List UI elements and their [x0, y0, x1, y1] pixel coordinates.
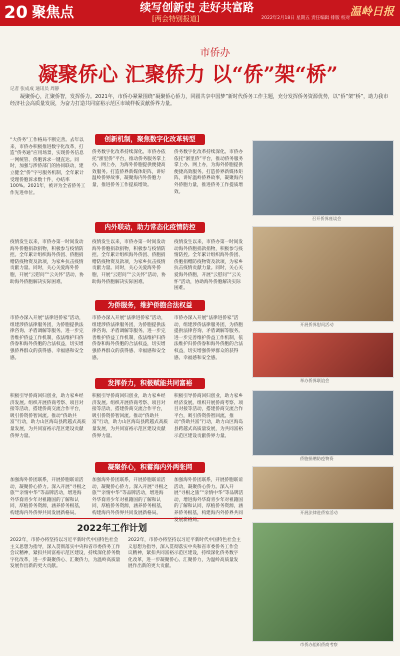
special-report-tag: [两会特别报道]	[152, 15, 200, 23]
column-text-4b: 市侨办深入开展“法律进侨家”活动，组建涉侨法律服务团，为侨胞提供法律咨询、矛盾调解等服务。进一步完善维护侨益工作机制，依法维护归侨侨眷和海外侨胞的合法权益，切实增强侨界群众的获得感、幸福感和安全感。	[92, 316, 166, 361]
page-banner	[0, 0, 400, 26]
column-text-3: 疫情发生以来，市侨办第一时间发动海外侨胞捐款捐物，积极参与疫情防控。全年累计组织海外侨团、侨胞捐赠防疫物资及款项，为家乡抗击疫情贡献力量。同时，关心关爱海外侨胞，开展“云慰问”“云关怀”活动，协助海外侨胞解决实际困难。	[10, 240, 84, 285]
article-byline: 记者 张成成 通讯员 周静	[10, 87, 60, 92]
plan-text-2: 2022年，市侨办将坚持以习近平新时代中国特色社会主义思想为指导，深入贯彻落实中央和省市委侨务工作会议精神，紧扣共同富裕示范区建设，持续深化侨务数字化改革，进一步凝聚侨心、汇聚侨力，为温岭高质量发展作出新的更大贡献。	[128, 538, 241, 570]
plan-text-1: 2022年，市侨办将坚持以习近平新时代中国特色社会主义思想为指导，深入贯彻落实中央和省市委侨务工作会议精神，紧扣共同富裕示范区建设，持续深化侨务数字化改革，进一步凝聚侨心、汇聚侨力，为温岭高质量发展作出新的更大贡献。	[10, 538, 121, 570]
page-number: 20	[4, 3, 28, 23]
newspaper-logo: 温岭日报	[350, 5, 394, 18]
photo-caption-3: 举办侨界联谊会	[300, 378, 330, 383]
photo-caption-5: 开展法律进侨家活动	[300, 510, 338, 515]
subhead-5: 凝聚侨心，积蓄海内外两张网	[95, 462, 205, 473]
plan-title: 2022年工作计划	[76, 524, 148, 534]
subhead-3: 为侨服务，维护侨胞合法权益	[95, 300, 205, 311]
photo-caption-4: 侨胞捐赠防疫物资	[300, 456, 334, 461]
subhead-2: 内外联动，助力常态化疫情防控	[95, 222, 205, 233]
column-text-4c: 市侨办深入开展“法律进侨家”活动，组建涉侨法律服务团，为侨胞提供法律咨询、矛盾调解等服务。进一步完善维护侨益工作机制，依法维护归侨侨眷和海外侨胞的合法权益，切实增强侨界群众的获得感、幸福感和安全感。	[174, 316, 243, 361]
column-text-5c: 积极引导侨商回归创业，助力家乡经济发展。组织开展侨商考察、项目对接等活动，搭建侨商交流合作平台，吸引侨资侨智回流。推动“侨助共富”行动，助力山区海岛县跨越式高质量发展，为共同富裕示范区建设贡献侨界力量。	[174, 394, 244, 439]
article-lead: 凝聚侨心，汇聚侨智，发挥侨力。2021年，市侨办紧紧围绕“凝聚侨心侨力，同圆共享中国梦”新时代侨务工作主题，充分发挥侨务资源优势，以“侨”架“桥”，助力我市经济社会高质量发展，为奋力打造共同富裕示范区市域样板贡献侨界力量。	[10, 94, 389, 107]
photo-group	[252, 522, 394, 642]
column-text-2: 侨务数字化改革持续深化。市侨办依托“浙里侨”平台，推动侨务服务掌上办、网上办，为海外侨胞提供便捷高效服务。打造侨界新媒体矩阵，讲好温岭侨界故事，凝聚海内外侨胞力量，推进侨务工作提质增效。	[92, 150, 166, 188]
dateline: 2022年2月18日 星期五 责任编辑 排版 校对	[261, 16, 350, 21]
photo-donation	[252, 390, 394, 456]
photo-caption-2: 开展侨界慰问活动	[300, 322, 334, 327]
photo-meeting	[252, 140, 394, 216]
photo-caption-1: 召开侨界座谈会	[312, 216, 342, 221]
subhead-1: 创新机制，聚焦数字化改革转型	[95, 134, 205, 145]
column-text-6c: 加强海外侨团联系，开展侨胞联谊活动，凝聚侨心侨力。深入开展“寻根之旅”“亲情中华”等品牌活动，增进海外华裔青少年对祖籍国的了解和认同，厚植侨务资源，涵养侨务根基，构建海内外侨界共同发展新格局。	[174, 478, 244, 523]
photo-caption-6: 市侨办组织侨商考察	[300, 642, 338, 647]
subhead-4: 发挥侨力，积极赋能共同富裕	[95, 378, 205, 389]
column-text-5b: 积极引导侨商回归创业，助力家乡经济发展。组织开展侨商考察、项目对接等活动，搭建侨商交流合作平台，吸引侨资侨智回流。推动“侨助共富”行动，助力山区海岛县跨越式高质量发展，为共同富裕示范区建设贡献侨界力量。	[92, 394, 168, 439]
photo-legal	[252, 466, 394, 510]
article-headline: 凝聚侨心 汇聚侨力 以“侨”架“桥”	[38, 62, 338, 86]
column-text-3c: 疫情发生以来，市侨办第一时间发动海外侨胞捐款捐物，积极参与疫情防控。全年累计组织海外侨团、侨胞捐赠防疫物资及款项，为家乡抗击疫情贡献力量。同时，关心关爱海外侨胞，开展“云慰问”“云关怀”活动，协助海外侨胞解决实际困难。	[174, 240, 243, 292]
column-text-6: 加强海外侨团联系，开展侨胞联谊活动，凝聚侨心侨力。深入开展“寻根之旅”“亲情中华”等品牌活动，增进海外华裔青少年对祖籍国的了解和认同，厚植侨务资源，涵养侨务根基，构建海内外侨界共同发展新格局。	[10, 478, 86, 516]
column-text-3b: 疫情发生以来，市侨办第一时间发动海外侨胞捐款捐物，积极参与疫情防控。全年累计组织海外侨团、侨胞捐赠防疫物资及款项，为家乡抗击疫情贡献力量。同时，关心关爱海外侨胞，开展“云慰问”“云关怀”活动，协助海外侨胞解决实际困难。	[92, 240, 166, 285]
plan-divider	[10, 518, 242, 519]
column-text-4: 市侨办深入开展“法律进侨家”活动，组建涉侨法律服务团，为侨胞提供法律咨询、矛盾调解等服务。进一步完善维护侨益工作机制，依法维护归侨侨眷和海外侨胞的合法权益，切实增强侨界群众的获得感、幸福感和安全感。	[10, 316, 84, 361]
article-kicker: 市侨办	[200, 48, 230, 59]
banner-slogan: 续写创新史 走好共富路	[140, 1, 254, 14]
section-title: 聚焦点	[32, 5, 74, 21]
column-text-6b: 加强海外侨团联系，开展侨胞联谊活动，凝聚侨心侨力。深入开展“寻根之旅”“亲情中华”等品牌活动，增进海外华裔青少年对祖籍国的了解和认同，厚植侨务资源，涵养侨务根基，构建海内外侨界共同发展新格局。	[92, 478, 168, 516]
column-text-1: “大侨务”工作格局不断完善。去年以来，市侨办积极推进数字化改革，打造“侨务通”应用场景，实现侨务信息一网统管、侨胞诉求一键直达。同时，加强与涉侨部门的协同联动，建立健全“侨”字号服务机制，全年累计受理侨胞诉求数十件，办结率100%。2021年，被评为全省侨务工作先进单位。	[10, 138, 86, 196]
photo-event	[252, 332, 394, 378]
column-text-5: 积极引导侨商回归创业，助力家乡经济发展。组织开展侨商考察、项目对接等活动，搭建侨商交流合作平台，吸引侨资侨智回流。推动“侨助共富”行动，助力山区海岛县跨越式高质量发展，为共同富裕示范区建设贡献侨界力量。	[10, 394, 86, 439]
column-text-2b: 侨务数字化改革持续深化。市侨办依托“浙里侨”平台，推动侨务服务掌上办、网上办，为海外侨胞提供便捷高效服务。打造侨界新媒体矩阵，讲好温岭侨界故事，凝聚海内外侨胞力量，推进侨务工作提质增效。	[174, 150, 244, 195]
photo-visit	[252, 226, 394, 322]
